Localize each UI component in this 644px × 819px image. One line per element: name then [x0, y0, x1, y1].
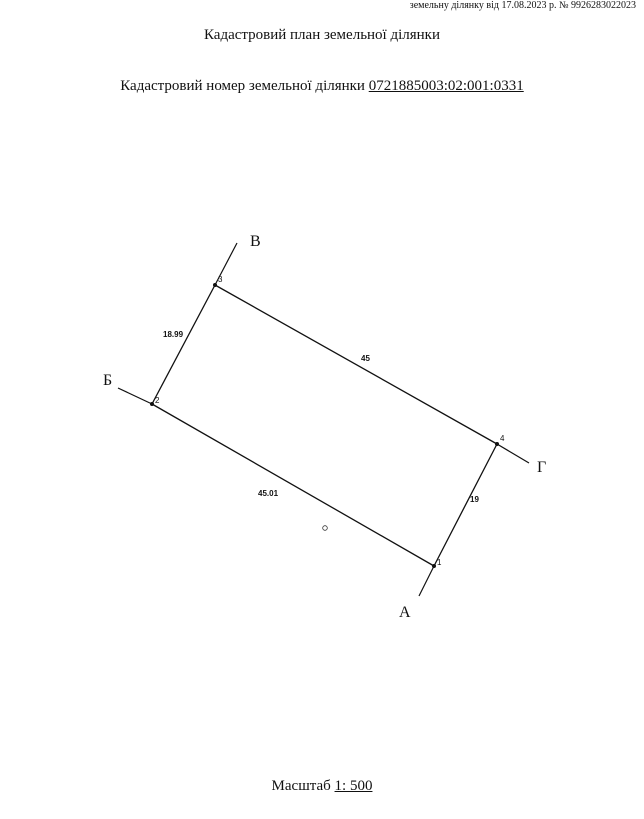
boundary-label-a: А — [399, 604, 411, 621]
scale-label: Масштаб — [271, 778, 331, 794]
point-label-4: 4 — [500, 434, 505, 443]
length-label-4-1: 19 — [470, 495, 479, 504]
plot-side-4-1 — [434, 444, 497, 566]
boundary-label-g: Г — [537, 459, 547, 476]
boundary-label-b: Б — [103, 372, 113, 389]
point-label-3: 3 — [218, 275, 223, 284]
document-title: Кадастровий план земельної ділянки — [203, 27, 440, 43]
length-label-2-1: 45.01 — [258, 489, 279, 498]
point-label-2: 2 — [155, 396, 160, 405]
scale-value: 1: 500 — [334, 778, 373, 794]
header-note: земельну ділянку від 17.08.2023 р. № 9926283022023 — [409, 0, 636, 11]
vertex-marker-1 — [432, 564, 436, 568]
vertex-marker-3 — [213, 283, 217, 287]
plot-side-3-2 — [152, 285, 215, 404]
scale-line — [0, 778, 644, 795]
point-label-1: 1 — [437, 558, 442, 567]
boundary-extension-a — [419, 566, 434, 596]
cadastral-number-value: 0721885003:02:001:0331 — [368, 78, 524, 94]
vertex-marker-2 — [150, 402, 154, 406]
boundary-extension-b — [118, 388, 152, 404]
plot-center-marker — [323, 526, 328, 531]
plot-side-3-4 — [215, 285, 497, 444]
length-label-3-2: 18.99 — [163, 330, 184, 339]
boundary-extension-g — [497, 444, 529, 463]
cadastral-number-label: Кадастровий номер земельної ділянки — [120, 78, 365, 94]
boundary-label-v: В — [250, 233, 261, 250]
plot-side-2-1 — [152, 404, 434, 566]
length-label-3-4: 45 — [361, 354, 370, 363]
vertex-marker-4 — [495, 442, 499, 446]
